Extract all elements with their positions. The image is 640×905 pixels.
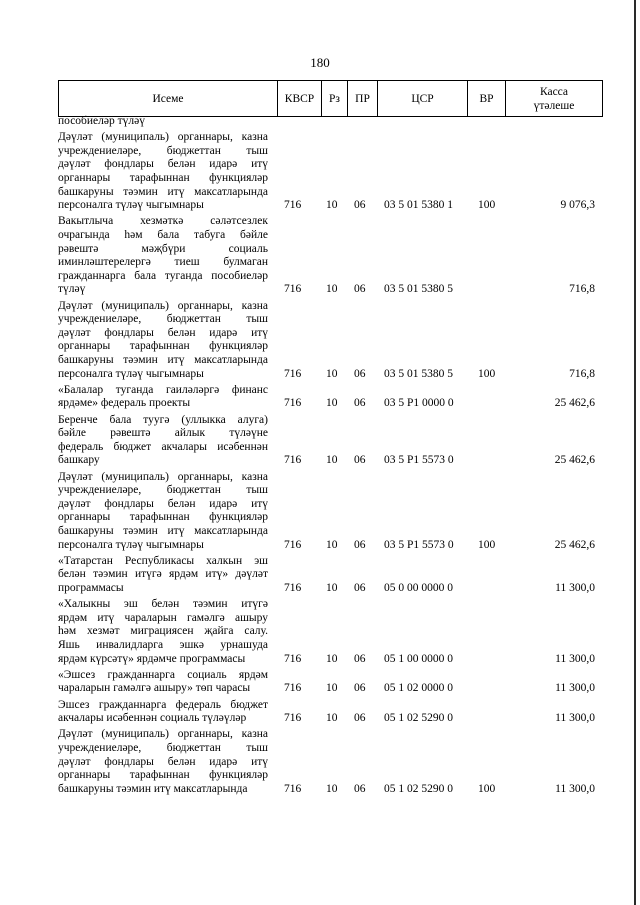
row-name-line: Дәүләт (муниципаль) органнары, казна — [58, 470, 268, 483]
cell-rz: 10 — [326, 283, 338, 296]
table-row — [58, 414, 603, 468]
cell-kvsr: 716 — [284, 199, 302, 212]
row-name-line: органнары тарафыннан функцияләр — [58, 769, 268, 782]
row-name-line: чараларын гамәлгә ашыру» төп чарасы — [58, 682, 251, 695]
row-name-line: бәйле рәвештә айлык түләүне — [58, 427, 268, 440]
row-name-line: башкаруны тәэмин итү максатларында — [58, 185, 268, 198]
row-name-line: иминләштерелергә тиеш булмаган — [58, 256, 268, 269]
row-name-line: белән тәэмин итүгә ярдәм итү» дәүләт — [58, 568, 268, 581]
cell-rz: 10 — [326, 397, 338, 410]
header-vr: ВР — [468, 81, 506, 116]
row-name-line: башкару — [58, 454, 100, 467]
row-name — [58, 598, 268, 666]
row-name — [58, 414, 268, 468]
cell-csr: 03 5 01 5380 5 — [384, 283, 453, 296]
table-row — [58, 115, 603, 129]
table-row — [58, 131, 603, 213]
table-row — [58, 669, 603, 696]
row-name — [58, 728, 268, 796]
cell-pr: 06 — [354, 454, 366, 467]
cell-rz: 10 — [326, 782, 338, 795]
cell-kvsr: 716 — [284, 652, 302, 665]
row-name-line: Дәүләт (муниципаль) органнары, казна — [58, 131, 268, 144]
row-name-line: акчалары исәбеннән социаль түләүләр — [58, 712, 247, 725]
cell-csr: 03 5 P1 5573 0 — [384, 454, 454, 467]
row-name-line: Яшь инвалидларга эшкә урнашуда — [58, 638, 268, 651]
table-row — [58, 555, 603, 596]
header-csr: ЦСР — [378, 81, 468, 116]
header-kvsr: КВСР — [278, 81, 322, 116]
row-name — [58, 471, 268, 553]
cell-sum: 716,8 — [569, 283, 595, 296]
cell-vr: 100 — [478, 782, 496, 795]
cell-pr: 06 — [354, 367, 366, 380]
cell-rz: 10 — [326, 367, 338, 380]
header-rz: Рз — [322, 81, 348, 116]
row-name-line: органнары тарафыннан функцияләр — [58, 340, 268, 353]
header-sum-line1: Касса — [539, 85, 569, 98]
cell-rz: 10 — [326, 682, 338, 695]
cell-pr: 06 — [354, 712, 366, 725]
cell-rz: 10 — [326, 454, 338, 467]
cell-kvsr: 716 — [284, 367, 302, 380]
cell-pr: 06 — [354, 652, 366, 665]
cell-csr: 05 1 02 0000 0 — [384, 682, 453, 695]
row-name-line: түләү — [58, 283, 86, 296]
cell-sum: 25 462,6 — [554, 538, 595, 551]
row-name-line: «Татарстан Республикасы халкын эш — [58, 554, 268, 567]
cell-pr: 06 — [354, 199, 366, 212]
cell-sum: 716,8 — [569, 367, 595, 380]
table-row — [58, 598, 603, 666]
row-name-line: ярдәм итү чараларын гамәлгә ашыру — [58, 611, 268, 624]
cell-sum: 11 300,0 — [555, 652, 595, 665]
cell-kvsr: 716 — [284, 782, 302, 795]
cell-csr: 03 5 P1 0000 0 — [384, 397, 454, 410]
row-name-line: органнары тарафыннан функцияләр — [58, 171, 268, 184]
cell-sum: 11 300,0 — [555, 582, 595, 594]
row-name-line: учреждениеләре, бюджеттан тыш — [58, 313, 268, 326]
row-name-line: федераль бюджет акчалары исәбеннән — [58, 440, 268, 453]
row-name-line: дәүләт фондлары белән идарә итү — [58, 326, 268, 339]
row-name-line: башкаруны тәэмин итү максатларында — [58, 524, 268, 537]
cell-vr: 100 — [478, 367, 496, 380]
cell-sum: 11 300,0 — [555, 712, 595, 725]
row-name-line: башкаруны тәэмин итү максатларында — [58, 782, 248, 795]
cell-kvsr: 716 — [284, 454, 302, 467]
row-name — [58, 131, 268, 213]
row-name-line: дәүләт фондлары белән идарә итү — [58, 158, 268, 171]
row-name-line: программасы — [58, 581, 124, 594]
row-name — [58, 699, 268, 726]
row-name-line: башкаруны тәэмин итү максатларында — [58, 353, 268, 366]
row-name — [58, 669, 268, 696]
cell-sum: 25 462,6 — [554, 397, 595, 410]
row-name-line: учреждениеләре, бюджеттан тыш — [58, 144, 268, 157]
cell-csr: 05 1 00 0000 0 — [384, 652, 453, 665]
row-name-line: Дәүләт (муниципаль) органнары, казна — [58, 299, 268, 312]
scan-edge-line — [634, 0, 636, 905]
row-name-line: ярдәм күрсәтү» ярдәмче программасы — [58, 652, 246, 665]
row-name-line: Беренче бала туугә (уллыкка алуга) — [58, 413, 268, 426]
table-header — [58, 80, 603, 117]
row-name-line: дәүләт фондлары белән идарә итү — [58, 755, 268, 768]
cell-kvsr: 716 — [284, 712, 302, 725]
table-row — [58, 699, 603, 726]
cell-pr: 06 — [354, 682, 366, 695]
row-name — [58, 215, 268, 297]
cell-sum: 25 462,6 — [554, 454, 595, 467]
cell-rz: 10 — [326, 712, 338, 725]
cell-pr: 06 — [354, 582, 366, 594]
row-name-line: пособиеләр түләү — [58, 115, 145, 127]
cell-pr: 06 — [354, 538, 366, 551]
row-name — [58, 300, 268, 382]
row-name-line: дәүләт фондлары белән идарә итү — [58, 497, 268, 510]
cell-rz: 10 — [326, 652, 338, 665]
row-name-line: органнары тарафыннан функцияләр — [58, 511, 268, 524]
row-name-line: очрагында һәм бала табуга бәйле — [58, 228, 268, 241]
cell-vr: 100 — [478, 199, 496, 212]
page-number: 180 — [310, 55, 330, 70]
cell-rz: 10 — [326, 538, 338, 551]
cell-pr: 06 — [354, 782, 366, 795]
cell-csr: 03 5 01 5380 5 — [384, 367, 453, 380]
cell-kvsr: 716 — [284, 682, 302, 695]
cell-pr: 06 — [354, 397, 366, 410]
row-name-line: Вакытлыча хезмәткә сәләтсезлек — [58, 215, 268, 228]
row-name-line: «Эшсез гражданнарга социаль ярдәм — [58, 668, 268, 681]
cell-kvsr: 716 — [284, 538, 302, 551]
row-name-line: персоналга түләү чыгымнары — [58, 199, 204, 212]
row-name-line: «Халыкны эш белән тәэмин итүгә — [58, 598, 268, 611]
table-row — [58, 384, 603, 411]
row-name-line: персоналга түләү чыгымнары — [58, 367, 204, 380]
row-name — [58, 384, 268, 411]
table-row — [58, 728, 603, 796]
table-row — [58, 471, 603, 553]
cell-csr: 05 0 00 0000 0 — [384, 582, 453, 594]
header-pr: ПР — [348, 81, 378, 116]
header-sum — [506, 81, 603, 116]
cell-kvsr: 716 — [284, 397, 302, 410]
cell-csr: 05 1 02 5290 0 — [384, 712, 453, 725]
row-name-line: Дәүләт (муниципаль) органнары, казна — [58, 728, 268, 741]
table-row — [58, 300, 603, 382]
cell-vr: 100 — [478, 538, 496, 551]
cell-kvsr: 716 — [284, 582, 302, 594]
cell-csr: 05 1 02 5290 0 — [384, 782, 453, 795]
row-name-line: «Балалар туганда гаиләләргә финанс — [58, 383, 268, 396]
row-name-line: ярдәме» федераль проекты — [58, 397, 191, 410]
cell-csr: 03 5 P1 5573 0 — [384, 538, 454, 551]
cell-kvsr: 716 — [284, 283, 302, 296]
cell-rz: 10 — [326, 582, 338, 594]
row-name-line: гражданнарга бала туганда пособиеләр — [58, 269, 268, 282]
cell-rz: 10 — [326, 199, 338, 212]
row-name — [58, 115, 268, 129]
header-sum-line2: үтәлеше — [533, 99, 575, 112]
table-row — [58, 215, 603, 297]
cell-pr: 06 — [354, 283, 366, 296]
cell-sum: 9 076,3 — [560, 199, 595, 212]
cell-sum: 11 300,0 — [555, 782, 595, 795]
row-name-line: Эшсез гражданнарга федераль бюджет — [58, 698, 268, 711]
row-name — [58, 555, 268, 596]
cell-sum: 11 300,0 — [555, 682, 595, 695]
cell-csr: 03 5 01 5380 1 — [384, 199, 453, 212]
row-name-line: рәвештә мәҗбүри социаль — [58, 242, 268, 255]
row-name-line: персоналга түләү чыгымнары — [58, 538, 204, 551]
row-name-line: учреждениеләре, бюджеттан тыш — [58, 741, 268, 754]
header-name: Исеме — [58, 81, 278, 116]
row-name-line: һәм хезмәт миграциясен җайга салу. — [58, 625, 268, 638]
row-name-line: учреждениеләре, бюджеттан тыш — [58, 484, 268, 497]
